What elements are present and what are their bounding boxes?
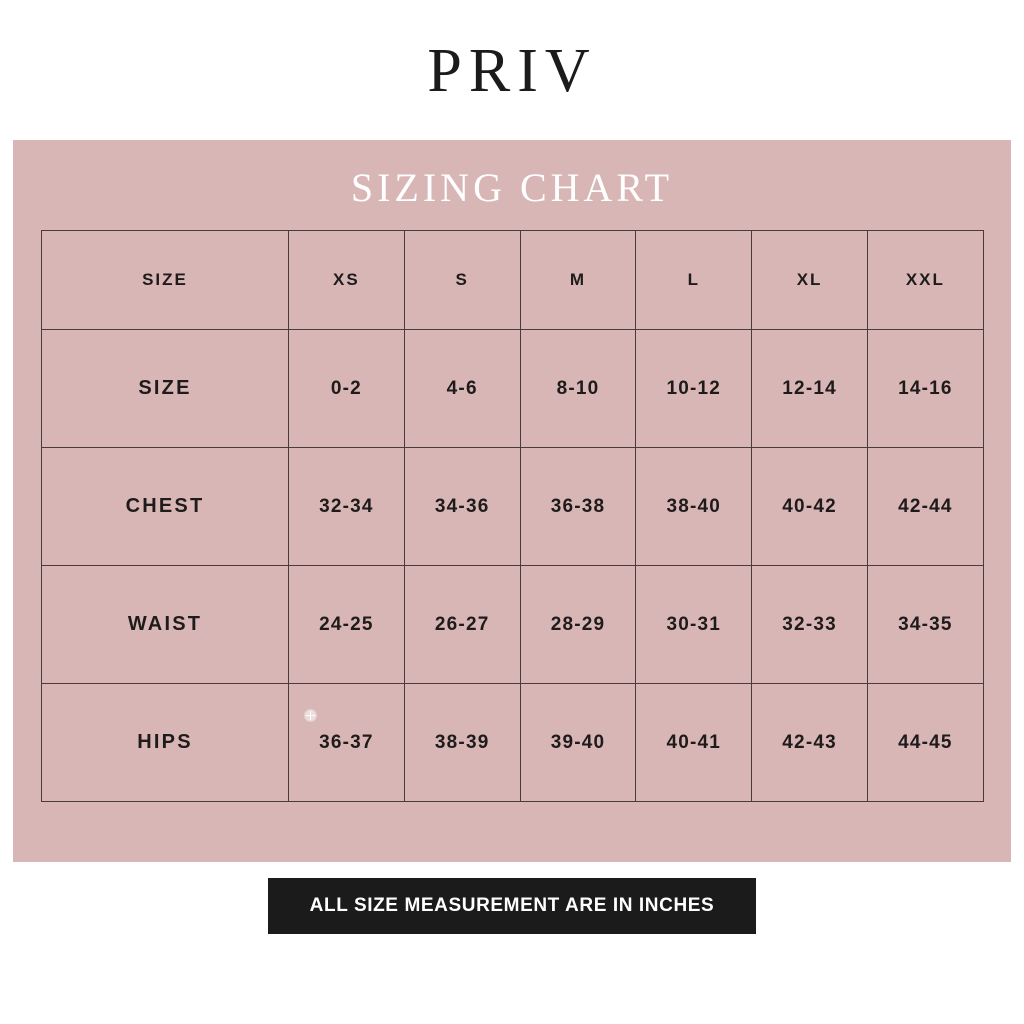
table-row: [42, 448, 984, 566]
cell-size-s: 4-6: [404, 330, 520, 448]
row-header-size: SIZE: [42, 330, 289, 448]
table-row: [42, 330, 984, 448]
pointer-marker-icon: [305, 710, 316, 721]
cell-size-xs: 0-2: [289, 330, 405, 448]
column-header-s: S: [404, 231, 520, 330]
row-header-waist: WAIST: [42, 566, 289, 684]
sizing-table: [41, 230, 984, 802]
cell-chest-l: 38-40: [636, 448, 752, 566]
measurement-units-note: ALL SIZE MEASUREMENT ARE IN INCHES: [268, 878, 756, 934]
row-header-chest: CHEST: [42, 448, 289, 566]
cell-chest-xs: 32-34: [289, 448, 405, 566]
column-header-xxl: XXL: [867, 231, 983, 330]
table-header-row: [42, 231, 984, 330]
column-header-xl: XL: [752, 231, 868, 330]
cell-waist-s: 26-27: [404, 566, 520, 684]
cell-hips-xl: 42-43: [752, 684, 868, 802]
sizing-table-wrapper: [41, 230, 983, 802]
row-header-hips: HIPS: [42, 684, 289, 802]
sizing-chart-panel: [13, 140, 1011, 862]
table-row: [42, 684, 984, 802]
cell-size-xxl: 14-16: [867, 330, 983, 448]
cell-chest-xl: 40-42: [752, 448, 868, 566]
cell-waist-xl: 32-33: [752, 566, 868, 684]
cell-size-m: 8-10: [520, 330, 636, 448]
cell-hips-xxl: 44-45: [867, 684, 983, 802]
cell-chest-s: 34-36: [404, 448, 520, 566]
column-header-l: L: [636, 231, 752, 330]
cell-hips-l: 40-41: [636, 684, 752, 802]
cell-waist-xxl: 34-35: [867, 566, 983, 684]
cell-hips-xs: 36-37: [289, 684, 405, 802]
column-header-m: M: [520, 231, 636, 330]
cell-waist-xs: 24-25: [289, 566, 405, 684]
brand-logo: PRIV: [427, 37, 597, 105]
cell-size-l: 10-12: [636, 330, 752, 448]
cell-hips-m: 39-40: [520, 684, 636, 802]
table-row: [42, 566, 984, 684]
column-header-xs: XS: [289, 231, 405, 330]
cell-waist-l: 30-31: [636, 566, 752, 684]
cell-waist-m: 28-29: [520, 566, 636, 684]
cell-chest-xxl: 42-44: [867, 448, 983, 566]
cell-chest-m: 36-38: [520, 448, 636, 566]
column-header-size-label: SIZE: [42, 231, 289, 330]
panel-title: SIZING CHART: [350, 165, 674, 210]
cell-size-xl: 12-14: [752, 330, 868, 448]
cell-hips-s: 38-39: [404, 684, 520, 802]
